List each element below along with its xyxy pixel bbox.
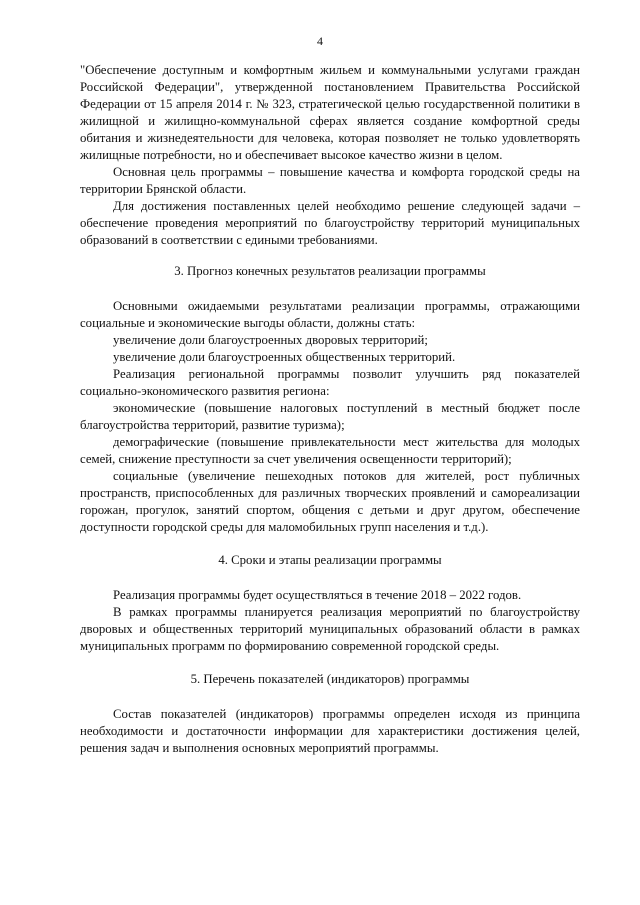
section-3-heading: 3. Прогноз конечных результатов реализации программы [174,264,486,278]
page-number: 4 [317,34,323,48]
section-4-paragraph-2: В рамках программы планируется реализация мероприятий по благоустройству дворовых и общественных территорий муниципальных образований области в рамках муниципальных программ по формированию современной городской среды. [80,605,580,653]
intro-paragraph-3: Для достижения поставленных целей необходимо решение следующей задачи – обеспечение проведения мероприятий по благоустройству территорий муниципальных образований в соответствии с едиными требованиями. [80,199,580,247]
intro-paragraph-2: Основная цель программы – повышение качества и комфорта городской среды на территории Брянской области. [80,165,580,196]
section-5-heading: 5. Перечень показателей (индикаторов) программы [190,672,470,686]
document-body [80,62,580,757]
section-3-paragraph-6: демографические (повышение привлекательности мест жительства для молодых семей, снижение преступности за счет увеличения освещенности территорий); [80,435,580,466]
section-3-paragraph-3: увеличение доли благоустроенных общественных территорий. [113,350,456,364]
intro-paragraph-1: "Обеспечение доступным и комфортным жильем и коммунальными услугами граждан Российской Федерации", утвержденной постановлением Правительства Российской Федерации от 15 апреля 2014 г. № 323, стратегической целью государственной политики в жилищной и жилищно-коммунальной сферах является создание комфортной среды обитания и жизнедеятельности для человека, которая позволяет не только удовлетворять жилищные потребности, но и обеспечивает высокое качество жизни в целом. [80,63,580,162]
section-4-heading: 4. Сроки и этапы реализации программы [218,553,442,567]
section-5-paragraph-1: Состав показателей (индикаторов) программы определен исходя из принципа необходимости и достаточности информации для характеристики достижения целей, решения задач и выполнения основных мероприятий программы. [80,707,580,755]
section-3-paragraph-2: увеличение доли благоустроенных дворовых территорий; [113,333,428,347]
section-3-paragraph-4: Реализация региональной программы позволит улучшить ряд показателей социально-экономического развития региона: [80,367,580,398]
section-4-paragraph-1: Реализация программы будет осуществляться в течение 2018 – 2022 годов. [113,588,522,602]
section-3-paragraph-7: социальные (увеличение пешеходных потоков для жителей, рост публичных пространств, приспособленных для различных творческих проявлений и самореализации горожан, прогулок, занятий спортом, общения с детьми и друг другом, обеспечение доступности городской среды для маломобильных групп населения и т.д.). [80,469,580,534]
section-3-paragraph-5: экономические (повышение налоговых поступлений в местный бюджет после благоустройства территорий, развитие туризма); [80,401,580,432]
section-3-paragraph-1: Основными ожидаемыми результатами реализации программы, отражающими социальные и экономические выгоды области, должны стать: [80,299,580,330]
